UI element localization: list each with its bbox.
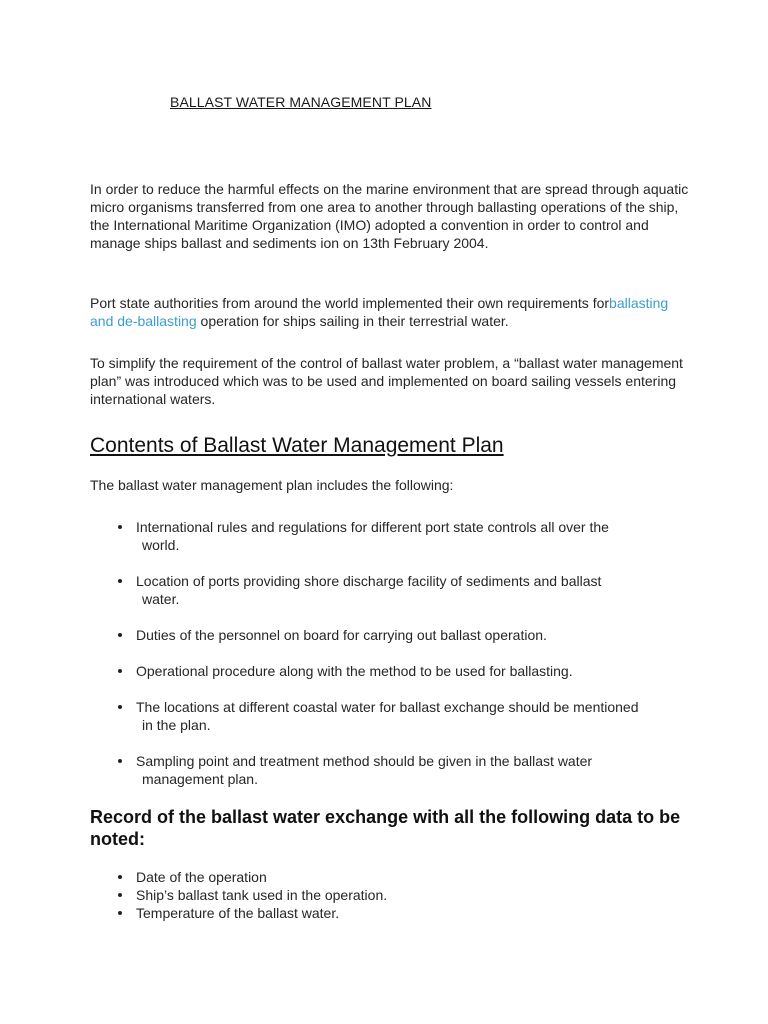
bullet-icon	[118, 705, 122, 709]
bullet-icon	[118, 911, 122, 915]
list-item-text: The locations at different coastal water for ballast exchange should be mentioned	[136, 699, 639, 715]
list-item	[90, 572, 690, 608]
list-item	[90, 752, 690, 788]
list-item-text-cont: water.	[142, 591, 180, 607]
list-item	[90, 662, 690, 680]
list-item-text: Duties of the personnel on board for carrying out ballast operation.	[136, 627, 547, 643]
bullet-icon	[118, 579, 122, 583]
list-item-text: Sampling point and treatment method should be given in the ballast water	[136, 753, 593, 769]
list-item-text-cont: management plan.	[142, 771, 258, 787]
list-item	[90, 626, 690, 644]
list-item-text: Ship’s ballast tank used in the operation.	[136, 887, 388, 903]
record-list	[90, 868, 690, 922]
list-item-text-cont: world.	[142, 537, 180, 553]
paragraph-port-state-text: Port state authorities from around the world implemented their own requirements for	[90, 295, 610, 311]
list-item-text: Temperature of the ballast water.	[136, 905, 340, 921]
list-item	[90, 868, 690, 886]
paragraph-intro: In order to reduce the harmful effects on the marine environment that are spread through aquatic micro organisms transferred from one area to another through ballasting operations of the ship, the International Maritime Organization (IMO) adopted a convention in order to control and manage ships ballast and sediments ion on 13th February 2004.	[90, 181, 689, 251]
contents-intro: The ballast water management plan includes the following:	[90, 477, 454, 493]
contents-list	[90, 518, 690, 806]
record-heading: Record of the ballast water exchange with all the following data to be noted:	[90, 807, 681, 849]
ballasting-link[interactable]: ballasting and de-ballasting	[90, 295, 669, 329]
list-item	[90, 518, 690, 554]
list-item	[90, 698, 690, 734]
bullet-icon	[118, 525, 122, 529]
list-item-text: Operational procedure along with the method to be used for ballasting.	[136, 663, 573, 679]
bullet-icon	[118, 893, 122, 897]
bullet-icon	[118, 759, 122, 763]
paragraph-port-state	[90, 294, 690, 330]
bullet-icon	[118, 875, 122, 879]
contents-heading: Contents of Ballast Water Management Plan	[90, 434, 504, 457]
list-item-text: Date of the operation	[136, 869, 267, 885]
list-item	[90, 886, 690, 904]
bullet-icon	[118, 669, 122, 673]
list-item-text: Location of ports providing shore discharge facility of sediments and ballast	[136, 573, 602, 589]
paragraph-port-state-text-end: operation for ships sailing in their terrestrial water.	[196, 313, 509, 329]
list-item-text: International rules and regulations for different port state controls all over the	[136, 519, 609, 535]
paragraph-simplify: To simplify the requirement of the control of ballast water problem, a “ballast water management plan” was introduced which was to be used and implemented on board sailing vessels entering international waters.	[90, 355, 683, 407]
list-item	[90, 904, 690, 922]
list-item-text-cont: in the plan.	[142, 717, 211, 733]
document-title: BALLAST WATER MANAGEMENT PLAN	[170, 94, 432, 110]
bullet-icon	[118, 633, 122, 637]
